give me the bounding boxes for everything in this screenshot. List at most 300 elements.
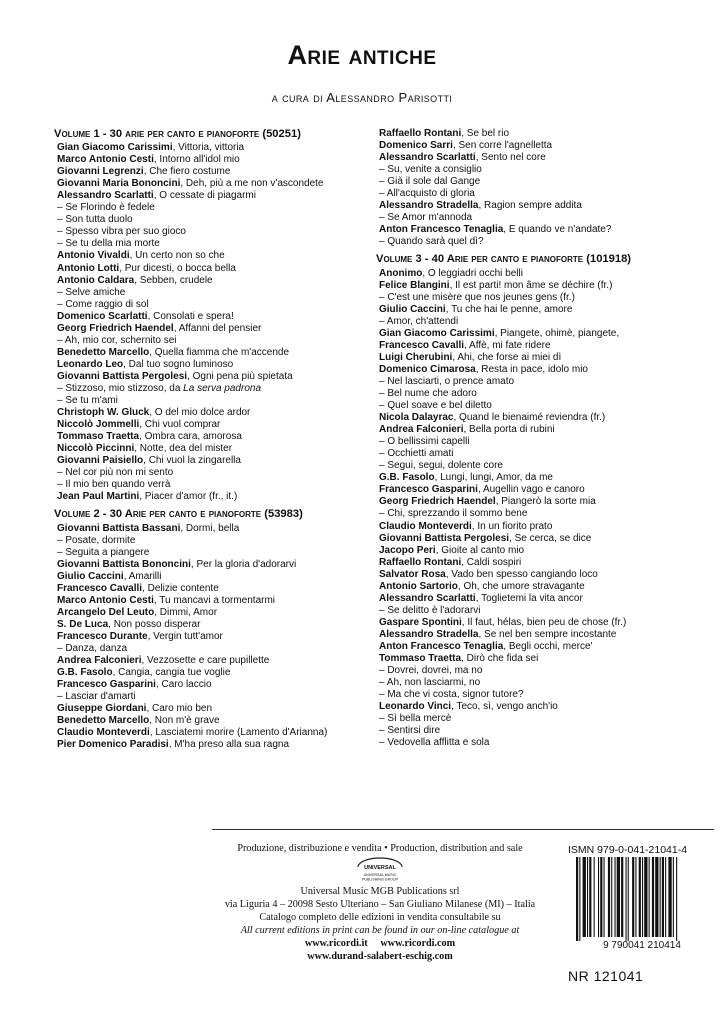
logo-music: UNIVERSAL MUSIC <box>363 873 397 877</box>
composer-name: Antonio Sartorio <box>379 580 458 592</box>
aria-entry <box>57 479 377 491</box>
footer-divider <box>212 829 714 830</box>
aria-title: – Lasciar d'amarti <box>57 691 136 703</box>
barcode-bar <box>604 857 605 937</box>
aria-title: – Come raggio di sol <box>57 298 149 310</box>
aria-entry <box>379 557 699 569</box>
composer-name: Tommaso Traetta <box>379 653 462 665</box>
aria-title: , Caldi sospiri <box>461 556 522 568</box>
aria-entry <box>57 619 377 631</box>
aria-title: , Tu mancavi a tormentarmi <box>153 594 276 606</box>
aria-entry <box>57 583 377 595</box>
aria-entry <box>379 508 699 520</box>
barcode-bar <box>652 857 654 937</box>
composer-name: Giovanni Battista Bononcini <box>57 558 191 570</box>
aria-entry <box>57 739 377 751</box>
aria-title: – Sentirsi dire <box>379 725 441 737</box>
composer-name: Felice Blangini <box>379 279 450 291</box>
aria-entry <box>379 224 699 236</box>
barcode-bar <box>673 857 674 937</box>
aria-title: – Quando sarà quel dì? <box>379 236 484 248</box>
composer-name: Alessandro Scarlatti <box>379 152 476 164</box>
logo-group: PUBLISHING GROUP <box>362 877 398 882</box>
aria-entry <box>379 496 699 508</box>
aria-title: , Sen corre l'agnelletta <box>452 140 553 152</box>
aria-title: – Quel soave e bel diletto <box>379 400 492 412</box>
composer-name: Salvator Rosa <box>379 568 446 580</box>
composer-name: Alessandro Scarlatti <box>57 190 154 202</box>
aria-entry <box>379 292 699 304</box>
volume-1-heading: Volume 1 - 30 arie per canto e pianoforte (50251) <box>54 128 301 140</box>
aria-title: , Amarilli <box>123 570 162 582</box>
barcode-bar <box>635 857 636 937</box>
composer-name: Antonio Lotti <box>57 262 120 274</box>
barcode-bar <box>628 857 629 941</box>
aria-entry <box>379 152 699 164</box>
aria-entry <box>57 190 377 202</box>
aria-title: – Nel cor più non mi sento <box>57 467 174 479</box>
aria-title: , Vittoria, vittoria <box>172 142 245 154</box>
aria-title: , Se bel rio <box>461 128 510 139</box>
aria-entry <box>57 335 377 347</box>
aria-entry <box>57 727 377 739</box>
aria-title: – C'est une misère que nos jeunes gens (fr.) <box>379 291 575 303</box>
aria-title: , Il est parti! mon âme se déchire (fr.) <box>449 279 613 291</box>
aria-entry <box>57 214 377 226</box>
aria-entry <box>57 607 377 619</box>
composer-name: Giulio Caccini <box>379 303 446 315</box>
composer-name: Jean Paul Martini <box>57 491 140 503</box>
composer-name: Anton Francesco Tenaglia <box>379 640 504 652</box>
volume-2-list <box>57 523 377 752</box>
barcode-digits: 9 790041 210414 <box>603 940 681 951</box>
aria-title: , Quella fiamma che m'accende <box>149 346 290 358</box>
aria-entry <box>57 299 377 311</box>
aria-title: – All'acquisto di gloria <box>379 188 475 200</box>
composer-name: G.B. Fasolo <box>379 472 435 484</box>
aria-title: , Quand le bienaimé reviendra (fr.) <box>453 412 606 424</box>
aria-title: – Selve amiche <box>57 286 126 298</box>
aria-title: , Notte, dea del mister <box>134 443 233 455</box>
composer-name: Niccolò Jommelli <box>57 419 140 431</box>
aria-title: , Sebben, crudele <box>134 274 213 286</box>
aria-title: , Piangerò la sorte mia <box>495 496 596 508</box>
url-durand[interactable]: www.durand-salabert-eschig.com <box>307 951 453 962</box>
aria-entry <box>57 419 377 431</box>
aria-title: – Già il sole dal Gange <box>379 176 481 188</box>
aria-entry <box>57 715 377 727</box>
right-column <box>376 128 699 749</box>
aria-entry <box>57 467 377 479</box>
composer-name: Alessandro Stradella <box>379 200 479 212</box>
composer-name: Benedetto Marcello <box>57 715 150 727</box>
volume-1-list <box>57 142 377 503</box>
aria-title: – Amor, ch'attendi <box>379 315 459 327</box>
composer-name: Anton Francesco Tenaglia <box>379 224 504 236</box>
aria-title: – Dovrei, dovrei, ma no <box>379 665 483 677</box>
aria-title: , Lasciatemi morire (Lamento d'Arianna) <box>149 727 328 739</box>
composer-name: Raffaello Rontani <box>379 128 462 139</box>
aria-entry <box>57 523 377 535</box>
aria-title: , Piangete, ohimè, piangete, <box>494 327 620 339</box>
aria-entry <box>57 691 377 703</box>
composer-name: Leonardo Leo <box>57 358 124 370</box>
aria-title: , Oh, che umore stravagante <box>457 580 585 592</box>
aria-title: , Dirò che fida sei <box>461 653 539 665</box>
aria-entry <box>57 535 377 547</box>
aria-entry <box>57 571 377 583</box>
page-subtitle: a cura di Alessandro Parisotti <box>271 90 453 105</box>
barcode-bar <box>608 857 610 937</box>
composer-name: Georg Friedrich Haendel <box>379 496 496 508</box>
composer-name: Pier Domenico Paradisi <box>57 739 169 751</box>
composer-name: Giovanni Legrenzi <box>57 166 144 178</box>
aria-entry <box>57 226 377 238</box>
composer-name: Domenico Scarlatti <box>57 310 148 322</box>
aria-title: – Il mio ben quando verrà <box>57 479 171 491</box>
aria-title: , Gioite al canto mio <box>435 544 525 556</box>
aria-entry <box>379 352 699 364</box>
aria-title: , Dimmi, Amor <box>154 606 218 618</box>
composer-name: G.B. Fasolo <box>57 667 113 679</box>
aria-title: , Delizie contente <box>142 582 219 594</box>
composer-name: Domenico Cimarosa <box>379 363 476 375</box>
composer-name: Niccolò Piccinni <box>57 443 135 455</box>
aria-entry <box>57 178 377 190</box>
barcode-bar <box>676 857 677 941</box>
aria-title: , Caro laccio <box>155 679 212 691</box>
aria-title: , Chi vuol la zingarella <box>143 455 241 467</box>
aria-title: – Se Amor m'annoda <box>379 212 473 224</box>
composer-name: Andrea Falconieri <box>57 655 142 667</box>
aria-entry <box>379 665 699 677</box>
aria-entry <box>379 400 699 412</box>
composer-name: Christoph W. Gluck <box>57 407 150 419</box>
barcode-bar <box>587 857 588 937</box>
barcode-bar <box>589 857 591 937</box>
aria-entry <box>379 521 699 533</box>
aria-entry <box>379 316 699 328</box>
aria-title: , Affanni del pensier <box>173 322 262 334</box>
aria-entry <box>379 737 699 749</box>
composer-name: Jacopo Peri <box>379 544 436 556</box>
catalog-italian: Catalogo completo delle edizioni in vendita consultabile su <box>259 912 501 923</box>
aria-title: , Pur dicesti, o bocca bella <box>119 262 236 274</box>
company-name: Universal Music MGB Publications srl <box>300 886 460 897</box>
aria-entry <box>379 641 699 653</box>
barcode-bar <box>639 857 641 937</box>
aria-title: – Se tu m'ami <box>57 395 118 407</box>
aria-title: – Se Florindo è fedele <box>57 202 155 214</box>
url-ricordi-it[interactable]: www.ricordi.it <box>304 938 368 949</box>
aria-title: – Sì bella mercè <box>379 713 452 725</box>
ismn-code: ISMN 979-0-041-21041-4 <box>568 844 688 856</box>
barcode-bar <box>632 857 634 937</box>
aria-title: – Nel lasciarti, o prence amato <box>379 375 515 387</box>
aria-entry <box>57 359 377 371</box>
aria-entry <box>57 595 377 607</box>
aria-title: – Ah, mio cor, schernito sei <box>57 334 177 346</box>
composer-name: Gian Giacomo Carissimi <box>57 142 173 154</box>
aria-entry <box>57 443 377 455</box>
volume-2-heading: Volume 2 - 30 Arie per canto e pianoforte (53983) <box>54 508 303 521</box>
aria-entry <box>379 593 699 605</box>
composer-name: Giovanni Paisiello <box>57 455 144 467</box>
aria-title: – Segui, segui, dolente core <box>379 460 503 472</box>
aria-entry <box>57 275 377 287</box>
aria-title: , Consolati e spera! <box>147 310 234 322</box>
aria-title: , Il faut, hélas, bien peu de chose (fr.) <box>461 616 627 628</box>
volume-3-list <box>379 268 699 750</box>
composer-name: Alessandro Scarlatti <box>379 592 476 604</box>
aria-entry <box>379 533 699 545</box>
barcode <box>572 857 712 951</box>
aria-title: – Spesso vibra per suo gioco <box>57 226 186 238</box>
aria-title: , Sento nel core <box>475 152 546 164</box>
aria-title: – Danza, danza <box>57 642 128 654</box>
aria-entry <box>57 395 377 407</box>
composer-name: Domenico Sarri <box>379 140 453 152</box>
production-line: Produzione, distribuzione e vendita • Production, distribution and sale <box>237 843 523 854</box>
aria-entry <box>57 631 377 643</box>
aria-entry <box>57 547 377 559</box>
aria-title: – Ah, non lasciarmi, no <box>379 677 481 689</box>
aria-title: , Che fiero costume <box>143 166 231 178</box>
aria-title: , Dal tuo sogno luminoso <box>123 358 234 370</box>
aria-entry <box>379 164 699 176</box>
barcode-bar <box>611 857 612 937</box>
barcode-bar <box>594 857 595 937</box>
aria-entry <box>57 371 377 383</box>
aria-entry <box>379 412 699 424</box>
page-title: Arie antiche <box>287 40 437 70</box>
barcode-bar <box>665 857 666 937</box>
barcode-bar <box>668 857 671 937</box>
aria-entry <box>57 250 377 262</box>
aria-title: , Se cerca, se dice <box>509 532 592 544</box>
aria-title: , Toglietemi la vita ancor <box>475 592 583 604</box>
composer-name: S. De Luca <box>57 618 109 630</box>
composer-name: Giovanni Battista Pergolesi <box>57 370 188 382</box>
aria-title: , Ragion sempre addita <box>478 200 582 212</box>
aria-title: – Vedovella afflitta e sola <box>379 737 490 749</box>
barcode-bar <box>617 857 620 937</box>
composer-name: Gian Giacomo Carissimi <box>379 327 495 339</box>
aria-entry <box>379 188 699 200</box>
aria-entry <box>57 431 377 443</box>
aria-title: – O bellissimi capelli <box>379 436 470 448</box>
aria-entry <box>57 202 377 214</box>
aria-entry <box>379 460 699 472</box>
aria-title: , Non m'è grave <box>149 715 220 727</box>
catalog-english: All current editions in print can be found in our on-line catalogue at <box>240 925 520 936</box>
aria-entry <box>57 667 377 679</box>
aria-entry <box>379 376 699 388</box>
composer-name: Andrea Falconieri <box>379 424 464 436</box>
aria-title: , M'ha preso alla sua ragna <box>168 739 290 751</box>
composer-name: Giovanni Maria Bononcini <box>57 178 181 190</box>
aria-title: – Bel nume che adoro <box>379 387 477 399</box>
aria-title: , Chi vuol comprar <box>139 419 221 431</box>
composer-name: Francesco Cavalli <box>379 339 465 351</box>
barcode-bar <box>576 857 578 941</box>
aria-entry <box>379 424 699 436</box>
aria-entry <box>57 142 377 154</box>
composer-name: Giovanni Battista Bassani <box>57 522 181 534</box>
aria-entry <box>57 559 377 571</box>
aria-title: , Vado ben spesso cangiando loco <box>445 568 598 580</box>
aria-entry <box>379 340 699 352</box>
aria-title: , Affè, mi fate ridere <box>464 339 551 351</box>
barcode-bar <box>583 857 586 937</box>
aria-entry <box>57 154 377 166</box>
aria-title: , Resta in pace, idolo mio <box>475 363 588 375</box>
aria-entry <box>379 581 699 593</box>
aria-entry <box>379 200 699 212</box>
aria-title: , Un certo non so che <box>129 250 225 262</box>
composer-name: Antonio Caldara <box>57 274 135 286</box>
aria-entry <box>379 436 699 448</box>
universal-logo <box>350 855 410 885</box>
work-title: La serva padrona <box>183 382 262 394</box>
aria-title: – Stizzoso, mio stizzoso, da <box>57 382 184 394</box>
aria-entry <box>379 701 699 713</box>
aria-entry <box>379 128 699 140</box>
aria-title: – Ma che vi costa, signor tutore? <box>379 689 524 701</box>
composer-name: Anonimo <box>379 267 423 279</box>
composer-name: Alessandro Stradella <box>379 628 479 640</box>
composer-name: Tommaso Traetta <box>57 431 140 443</box>
aria-title: , Caro mio ben <box>146 703 213 715</box>
composer-name: Leonardo Vinci <box>379 701 452 713</box>
aria-title: , Piacer d'amor (fr., it.) <box>139 491 238 503</box>
aria-entry <box>57 643 377 655</box>
aria-title: , Per la gloria d'adorarvi <box>190 558 297 570</box>
barcode-bar <box>600 857 602 937</box>
barcode-bar <box>662 857 664 937</box>
composer-name: Giulio Caccini <box>57 570 124 582</box>
aria-entry <box>379 236 699 248</box>
aria-entry <box>379 617 699 629</box>
aria-entry <box>379 689 699 701</box>
aria-title: , Cangia, cangia tue voglie <box>112 667 231 679</box>
barcode-bar <box>621 857 623 937</box>
aria-title: , Vergin tutt'amor <box>147 630 223 642</box>
barcode-bar <box>626 857 627 941</box>
aria-title: , Ombra cara, amorosa <box>139 431 242 443</box>
aria-entry <box>379 472 699 484</box>
volume-3-heading: Volume 3 - 40 Arie per canto e pianoforte (101918) <box>376 253 632 266</box>
aria-entry <box>57 166 377 178</box>
barcode-bar <box>655 857 658 937</box>
composer-name: Arcangelo Del Leuto <box>57 606 155 618</box>
aria-title: , E quando ve n'andate? <box>503 224 612 236</box>
aria-title: , O del mio dolce ardor <box>149 407 251 419</box>
composer-name: Benedetto Marcello <box>57 346 150 358</box>
composer-name: Giovanni Battista Pergolesi <box>379 532 510 544</box>
composer-name: Raffaello Rontani <box>379 556 462 568</box>
aria-title: – Seguita a piangere <box>57 546 150 558</box>
aria-entry <box>57 263 377 275</box>
aria-title: , In un fiorito prato <box>471 520 553 532</box>
aria-entry <box>379 569 699 581</box>
aria-entry <box>379 484 699 496</box>
aria-entry <box>379 176 699 188</box>
aria-entry <box>379 304 699 316</box>
aria-entry <box>379 605 699 617</box>
aria-title: , Ogni pena più spietata <box>187 370 293 382</box>
aria-entry <box>57 491 377 503</box>
logo-word: UNIVERSAL <box>364 865 396 871</box>
aria-entry <box>379 653 699 665</box>
aria-title: – Se delitto è l'adorarvi <box>379 604 481 616</box>
aria-title: , O leggiadri occhi belli <box>422 267 523 279</box>
aria-title: , Teco, sì, vengo anch'io <box>451 701 558 713</box>
url-ricordi-com[interactable]: www.ricordi.com <box>380 938 456 949</box>
aria-entry <box>57 383 377 395</box>
aria-entry <box>379 364 699 376</box>
aria-title: , Intorno all'idol mio <box>153 154 240 166</box>
aria-title: – Posate, dormite <box>57 534 136 546</box>
aria-title: , Bella porta di rubini <box>463 424 555 436</box>
aria-title: , Ahi, che forse ai miei dì <box>452 351 562 363</box>
composer-name: Marco Antonio Cesti <box>57 594 154 606</box>
aria-entry <box>57 455 377 467</box>
aria-title: – Son tutta duolo <box>57 214 133 226</box>
volume-2-list-continued <box>379 128 699 248</box>
aria-entry <box>379 448 699 460</box>
barcode-bar <box>642 857 643 937</box>
aria-entry <box>57 287 377 299</box>
composer-name: Claudio Monteverdi <box>379 520 472 532</box>
aria-title: , Dormi, bella <box>180 522 240 534</box>
aria-entry <box>379 268 699 280</box>
aria-title: , Non posso disperar <box>108 618 201 630</box>
aria-entry <box>379 328 699 340</box>
aria-entry <box>57 703 377 715</box>
barcode-bar <box>598 857 599 937</box>
aria-entry <box>379 677 699 689</box>
composer-name: Nicola Dalayrac <box>379 412 454 424</box>
barcode-bar <box>649 857 650 937</box>
aria-entry <box>57 407 377 419</box>
composer-name: Antonio Vivaldi <box>57 250 130 262</box>
aria-title: – Occhietti amati <box>379 448 454 460</box>
aria-entry <box>379 629 699 641</box>
aria-entry <box>379 545 699 557</box>
aria-entry <box>379 713 699 725</box>
composer-name: Marco Antonio Cesti <box>57 154 154 166</box>
aria-entry <box>379 212 699 224</box>
barcode-bar <box>615 857 616 937</box>
aria-title: , Lungi, lungi, Amor, da me <box>434 472 553 484</box>
aria-entry <box>379 725 699 737</box>
composer-name: Gaspare Spontini <box>379 616 462 628</box>
aria-title: – Se tu della mia morte <box>57 238 160 250</box>
composer-name: Francesco Durante <box>57 630 148 642</box>
composer-name: Francesco Cavalli <box>57 582 143 594</box>
aria-entry <box>57 347 377 359</box>
aria-entry <box>57 238 377 250</box>
barcode-bar <box>579 857 580 941</box>
aria-title: , Deh, più a me non v'ascondete <box>180 178 324 190</box>
composer-name: Luigi Cherubini <box>379 351 453 363</box>
aria-entry <box>379 388 699 400</box>
aria-entry <box>57 655 377 667</box>
aria-entry <box>379 280 699 292</box>
company-address: via Liguria 4 – 20098 Sesto Ulteriano – San Giuliano Milanese (MI) – Italia <box>224 899 536 910</box>
aria-title: – Chi, sprezzando il sommo bene <box>379 508 528 520</box>
